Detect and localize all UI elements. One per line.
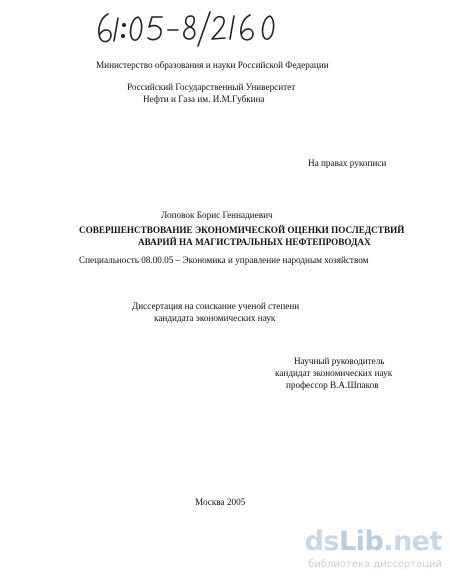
ministry-name: Министерство образования и науки Российской Федерации (96, 60, 329, 70)
degree-statement-line1: Диссертация на соискание ученой степени (132, 301, 300, 311)
supervisor-heading: Научный руководитель (294, 356, 385, 366)
specialty-line: Специальность 08.00.05 – Экономика и управление народным хозяйством (79, 255, 369, 265)
dslib-subtitle: библиотека диссертаций (308, 559, 442, 570)
university-name-line1: Российский Государственный Университет (127, 82, 296, 92)
dslib-watermark (304, 526, 442, 576)
university-name-line2: Нефти и Газа им. И.М.Губкина (143, 94, 265, 104)
degree-statement-line2: кандидата экономических наук (154, 313, 276, 323)
manuscript-rights-note: На правах рукописи (308, 158, 387, 168)
author-name: Лоповок Борис Геннадиевич (161, 210, 273, 220)
place-and-year: Москва 2005 (195, 497, 246, 507)
supervisor-name: профессор В.А.Шпаков (286, 380, 379, 390)
dissertation-title-line1: СОВЕРШЕНСТВОВАНИЕ ЭКОНОМИЧЕСКОЙ ОЦЕНКИ ПОСЛЕДСТВИЙ (79, 225, 405, 235)
dissertation-title-line2: АВАРИЙ НА МАГИСТРАЛЬНЫХ НЕФТЕПРОВОДАХ (138, 237, 371, 247)
handwritten-catalog-code (92, 8, 287, 48)
supervisor-degree: кандидат экономических наук (275, 368, 393, 378)
dslib-logo: dsLib.net (304, 526, 442, 557)
